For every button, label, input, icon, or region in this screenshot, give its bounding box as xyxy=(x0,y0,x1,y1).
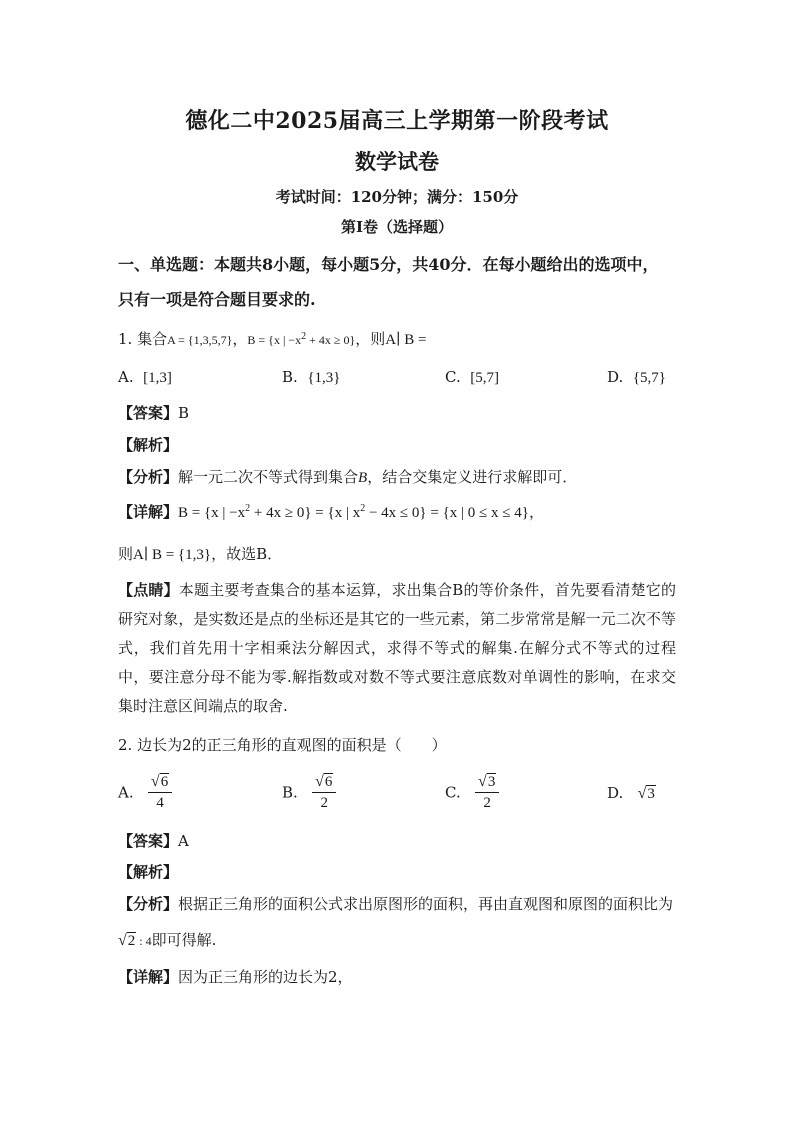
q2-option-c[interactable]: C. $\frac{√3}{2}$ xyxy=(445,772,499,813)
q1-comment: 【点睛】本题主要考查集合的基本运算，求出集合B的等价条件，首先要看清楚它的研究对象，是实数还是点的坐标还是其它的一些元素，第二步常常是解一元二次不等式，我们首先用十字相乘法分解因式，求得不等式的解集.在解分式不等式的过程中，要注意分母不能为零.解指数或对数不等式要注意底数对单调性的影响，在求交集时注意区间端点的取舍. xyxy=(118,581,676,715)
q2-analysis-tag: 【解析】 xyxy=(118,863,179,881)
q2-option-a[interactable]: A. $\frac{√6}{4}$ xyxy=(118,772,172,813)
q1-then: ，则 xyxy=(355,330,386,348)
q2-fenxi-line2: √2 : 4即可得解. xyxy=(118,931,217,949)
q2-answer: 【答案】A xyxy=(118,832,189,850)
q1-answer: 【答案】B xyxy=(118,404,190,422)
q1-option-b[interactable]: B. {1,3} xyxy=(282,368,341,386)
q1-option-c[interactable]: C. [5,7] xyxy=(445,368,500,386)
q2-fenxi-line1: 【分析】根据正三角形的面积公式求出原图形的面积，再由直观图和原图的面积比为 xyxy=(118,895,674,913)
q1-option-a[interactable]: A. [1,3] xyxy=(118,368,172,386)
q1-detail: 【详解】B = {x | $-x^2 + 4x \ge 0\} = \{x$ | $x^2 - 4x \le 0\} = \{x$ | 0 ≤ x ≤ 4}， xyxy=(118,503,544,521)
exam-info: 考试时间：120分钟；满分：150分 xyxy=(275,188,519,206)
section-heading-line2: 只有一项是符合题目要求的. xyxy=(118,290,316,309)
q2-option-d[interactable]: D. √3 xyxy=(607,784,655,802)
q1-fenxi: 【分析】解一元二次不等式得到集合B，结合交集定义进行求解即可． xyxy=(118,468,578,486)
q1-analysis-tag: 【解析】 xyxy=(118,436,179,454)
q1-prefix: 1. 集合 xyxy=(118,330,168,348)
q1-option-d[interactable]: D. {5,7} xyxy=(607,368,666,386)
exam-title: 德化二中2025届高三上学期第一阶段考试 xyxy=(185,108,609,134)
q2-option-b[interactable]: B. $\frac{√6}{2}$ xyxy=(282,772,336,813)
q1-separator: ， xyxy=(232,330,248,348)
volume-title: 第I卷（选择题） xyxy=(340,218,454,236)
question-1-stem xyxy=(118,328,678,351)
exam-subject: 数学试卷 xyxy=(355,149,439,174)
q1-conclusion: 则A∣ B = {1,3}，故选B． xyxy=(118,545,283,563)
q2-detail: 【详解】因为正三角形的边长为2， xyxy=(118,968,353,986)
q1-set-a: A = {1,3,5,7} xyxy=(167,333,233,347)
q1-set-b: B = {x | $-x^2 + 4x \ge 0$} xyxy=(247,331,356,347)
section-heading-line1: 一、单选题：本题共8小题，每小题5分，共40分．在每小题给出的选项中， xyxy=(118,255,659,274)
q1-ask: A∣ B = xyxy=(385,332,427,348)
question-2-stem: 2. 边长为2的正三角形的直观图的面积是（ ） xyxy=(118,736,447,754)
